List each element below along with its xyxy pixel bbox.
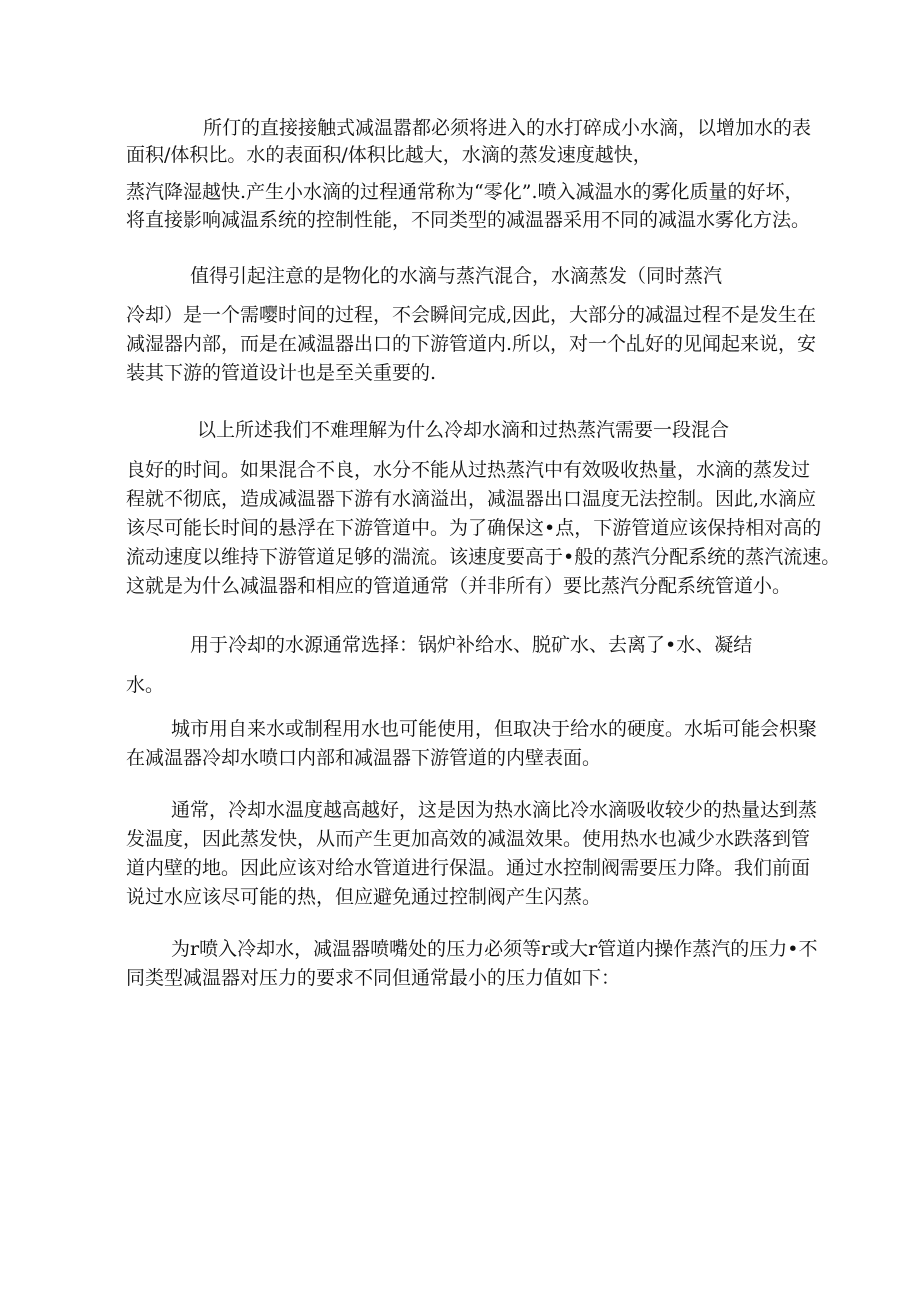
paragraph-3-line-2: 良好的时间。如果混合不良，水分不能从过热蒸汽中有效吸收热量，水滴的蒸发过 — [126, 459, 811, 481]
paragraph-2-line-4: 装其下游的管道设计也是至关重要的. — [126, 362, 437, 384]
paragraph-6-line-3: 道内壁的地。因此应该对给水管道进行保温。通过水控制阀需要压力降。我们前面 — [126, 857, 811, 879]
paragraph-5-line-1: 城市用自来水或制程用水也可能使用，但取决于给水的硬度。水垢可能会枳聚 — [171, 718, 818, 740]
paragraph-4-line-2: 水。 — [126, 674, 165, 696]
paragraph-3-line-5: 流动速度以维持下游管道足够的湍流。该速度要高于•般的蒸汽分配系统的蒸汽流速。 — [126, 546, 841, 568]
paragraph-6-line-4: 说过水应该尽可能的热，但应避免通过控制阀产生闪蒸。 — [126, 886, 602, 908]
paragraph-1-line-2: 面积/体积比。水的表面积/体积比越大，水滴的蒸发速度越快， — [126, 144, 652, 166]
paragraph-5-line-2: 在减温器冷却水喷口内部和减温器下游管道的内壁表面。 — [126, 747, 602, 769]
paragraph-1-line-3: 蒸汽降湿越快.产生小水滴的过程通常称为“零化”.喷入减温水的雾化质量的好坏， — [126, 181, 804, 203]
paragraph-4-line-1: 用于冷却的水源通常选择：锅炉补给水、脱矿水、去离了•水、凝结 — [190, 634, 753, 656]
paragraph-2-line-3: 减湿器内部，而是在减温器出口的下游管道内.所以，对一个乩好的见闻起来说，安 — [126, 333, 817, 355]
paragraph-1-line-4: 将直接影响减温系统的控制性能，不同类型的减温器采用不同的减温水雾化方法。 — [126, 209, 811, 231]
paragraph-2-line-2: 冷却）是一个需嘤时间的过程，不会瞬间完成,因此，大部分的减温过程不是发生在 — [126, 304, 817, 326]
paragraph-3-line-6: 这就是为什么减温器和相应的管道通常（并非所有）要比蒸汽分配系统管道小。 — [126, 575, 792, 597]
paragraph-3-line-3: 程就不彻底，造成减温器下游有水滴溢出，减温器出口温度无法控制。因此,水滴应 — [126, 488, 817, 510]
paragraph-2-line-1: 值得引起注意的是物化的水滴与蒸汽混合，水滴蒸发（同时蒸汽 — [190, 265, 723, 287]
paragraph-3-line-1: 以上所述我们不难理解为什么冷却水滴和过热蒸汽需要一段混合 — [197, 419, 730, 441]
paragraph-3-line-4: 该尽可能长时间的悬浮在下游管道中。为了确保这•点，下游管道应该保持相对高的 — [126, 517, 822, 539]
paragraph-1-line-1: 所仃的直接接触式减温嚣都必须将进入的水打碎成小水滴，以增加水的表 — [203, 117, 812, 139]
paragraph-6-line-1: 通常，冷却水温度越高越好，这是因为热水滴比冷水滴吸收较少的热量达到蒸 — [171, 799, 818, 821]
paragraph-6-line-2: 发温度，因此蒸发快，从而产生更加高效的减温效果。使用热水也减少水跌落到管 — [126, 828, 811, 850]
paragraph-7-line-2: 同类型减温器对压力的要求不同但通常最小的压力值如下： — [126, 967, 621, 989]
paragraph-7-line-1: 为r喷入冷却水，减温器喷嘴处的压力必须等r或大r管道内操作蒸汽的压力•不 — [171, 938, 818, 960]
